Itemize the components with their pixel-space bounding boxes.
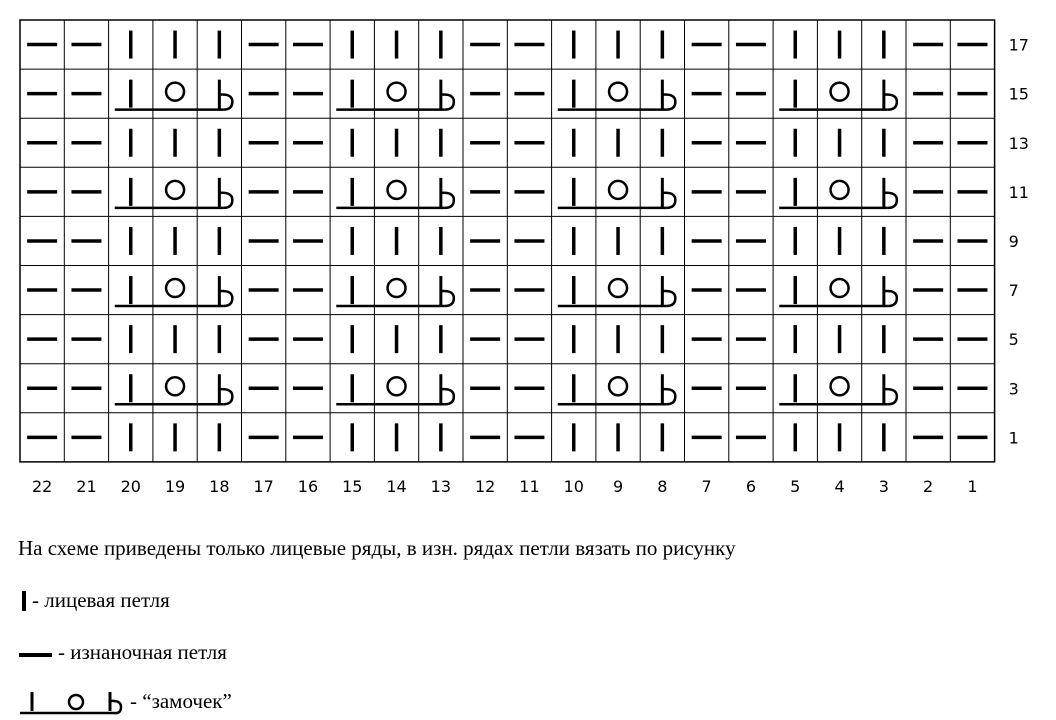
row-number-label: 17 <box>1008 35 1029 55</box>
column-number-label: 15 <box>342 476 363 496</box>
row-number-label: 11 <box>1008 182 1029 202</box>
column-number-label: 8 <box>657 476 668 496</box>
column-number-label: 9 <box>612 476 624 496</box>
column-number-label: 20 <box>120 476 141 496</box>
column-number-label: 7 <box>701 476 712 496</box>
column-number-label: 16 <box>297 476 319 496</box>
column-number-label: 1 <box>967 476 978 496</box>
column-number-label: 14 <box>386 476 407 496</box>
legend-purl-label: - изнаночная петля <box>58 640 227 664</box>
legend-lock-label: - “замочек” <box>130 688 232 713</box>
column-number-label: 3 <box>878 476 889 496</box>
row-number-label: 5 <box>1008 330 1019 350</box>
row-number-label: 13 <box>1008 133 1029 153</box>
column-number-label: 22 <box>31 476 53 496</box>
chart-note: На схеме приведены только лицевые ряды, в изн. рядах петли вязать по рисунку <box>18 536 736 560</box>
legend-purl <box>18 640 227 665</box>
legend-knit-label: - лицевая петля <box>32 588 170 612</box>
column-number-label: 5 <box>790 476 801 496</box>
column-number-label: 10 <box>563 476 584 496</box>
row-number-label: 9 <box>1008 231 1019 251</box>
column-number-label: 2 <box>923 476 934 496</box>
lock-stitch-icon <box>18 686 130 716</box>
row-number-label: 7 <box>1008 281 1019 301</box>
row-number-label: 1 <box>1008 428 1019 448</box>
column-number-label: 4 <box>834 476 845 496</box>
column-number-label: 6 <box>745 476 757 496</box>
column-number-label: 13 <box>430 476 452 496</box>
legend-lock <box>18 686 232 716</box>
column-number-label: 12 <box>474 476 496 496</box>
column-number-label: 11 <box>519 476 540 496</box>
knit-stitch-icon <box>18 589 32 613</box>
purl-stitch-icon <box>18 641 58 665</box>
row-number-label: 15 <box>1008 84 1029 104</box>
row-number-label: 3 <box>1008 379 1019 399</box>
column-number-label: 17 <box>253 476 274 496</box>
legend-knit <box>18 588 170 613</box>
column-number-label: 21 <box>76 476 97 496</box>
column-number-label: 19 <box>164 476 186 496</box>
column-number-label: 18 <box>209 476 230 496</box>
